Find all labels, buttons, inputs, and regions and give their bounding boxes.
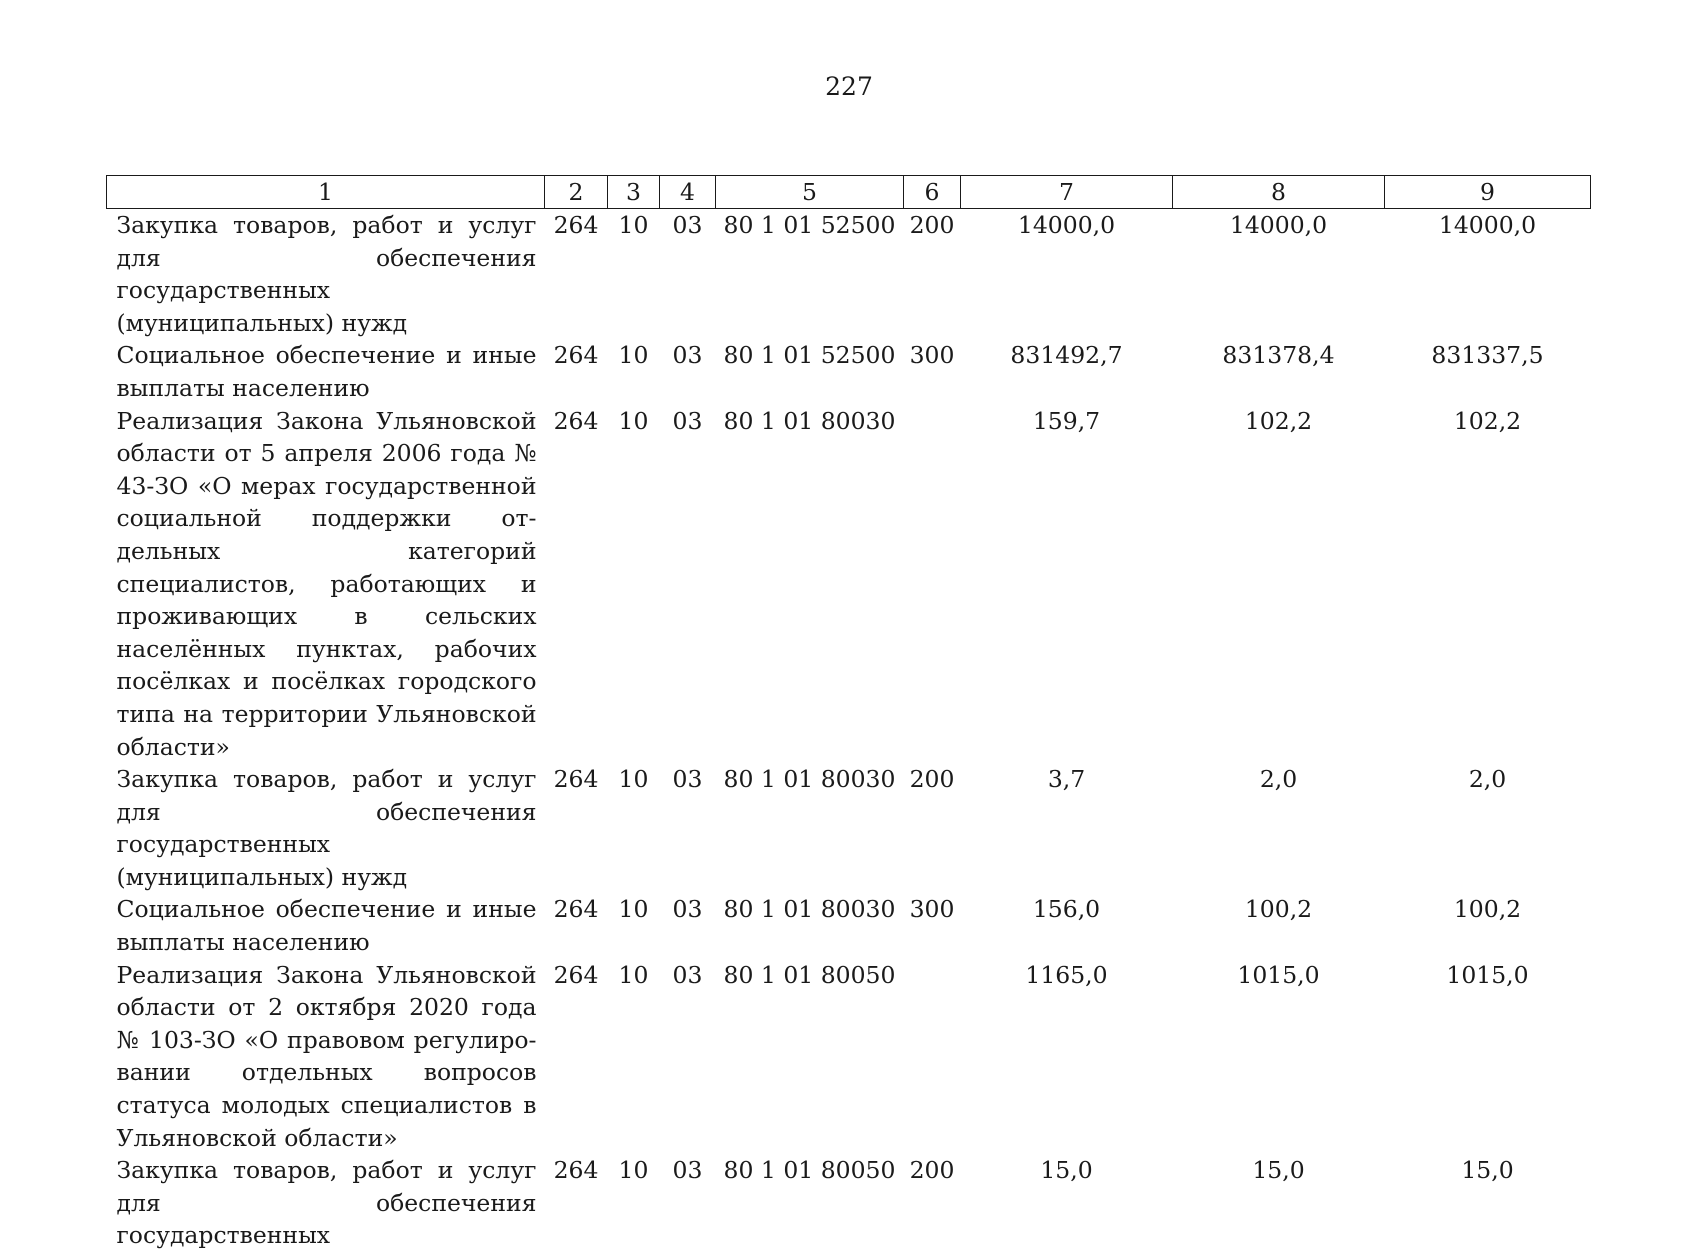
- column-header-5: 5: [716, 176, 904, 209]
- cell-amount-9: 14000,0: [1438, 211, 1537, 239]
- column-header-6: 6: [904, 176, 961, 209]
- cell-amount-9: 102,2: [1453, 406, 1522, 435]
- column-header-7: 7: [961, 176, 1173, 209]
- cell-amount-7: 159,7: [1032, 406, 1101, 435]
- cell-expense-type: 300: [909, 895, 955, 924]
- row-name: Социальное обеспечение и иные выплаты населению: [116, 895, 537, 957]
- column-header-4: 4: [660, 176, 716, 209]
- cell-amount-8: 100,2: [1244, 895, 1313, 924]
- cell-section: 10: [618, 211, 649, 239]
- cell-amount-7: 3,7: [1047, 765, 1086, 794]
- cell-section: 10: [618, 341, 649, 370]
- table-row: [107, 763, 1591, 893]
- cell-subsection: 03: [672, 765, 703, 794]
- cell-subsection: 03: [672, 895, 703, 924]
- column-header-9: 9: [1385, 176, 1591, 209]
- cell-subsection: 03: [672, 211, 703, 239]
- table-row: [107, 1154, 1591, 1252]
- cell-target-article: 80 1 01 80050: [723, 960, 896, 989]
- cell-amount-9: 2,0: [1468, 765, 1507, 794]
- cell-amount-9: 15,0: [1461, 1156, 1514, 1185]
- table-row: [107, 405, 1591, 764]
- column-header-1: 1: [107, 176, 545, 209]
- cell-target-article: 80 1 01 80030: [723, 406, 896, 435]
- table-row: [107, 959, 1591, 1155]
- cell-amount-7: 15,0: [1040, 1156, 1093, 1185]
- row-name: Реализация Закона Ульяновской области от 2 октября 2020 года № 103-ЗО «О правовом регулировании отдельных вопросов статуса молодых специалистов в Ульяновской области»: [116, 960, 537, 1152]
- row-name: Социальное обеспечение и иные выплаты населению: [116, 341, 537, 402]
- column-header-2: 2: [545, 176, 608, 209]
- cell-section: 10: [618, 895, 649, 924]
- cell-subsection: 03: [672, 341, 703, 370]
- cell-amount-8: 831378,4: [1222, 341, 1335, 370]
- table-row: [107, 209, 1591, 340]
- row-name: Закупка товаров, работ и услуг для обеспечения государственных (муниципальных) нужд: [116, 765, 537, 891]
- cell-section: 10: [618, 960, 649, 989]
- cell-amount-8: 1015,0: [1237, 960, 1320, 989]
- cell-ministry-code: 264: [553, 406, 599, 435]
- cell-ministry-code: 264: [553, 960, 599, 989]
- header-row: [107, 176, 1591, 209]
- cell-section: 10: [618, 1156, 649, 1185]
- cell-target-article: 80 1 01 80030: [723, 765, 896, 794]
- cell-ministry-code: 264: [553, 895, 599, 924]
- page-number: 227: [825, 72, 873, 101]
- cell-expense-type: [904, 959, 961, 1155]
- cell-target-article: 80 1 01 80030: [723, 895, 896, 924]
- cell-amount-8: 15,0: [1252, 1156, 1305, 1185]
- cell-ministry-code: 264: [553, 1156, 599, 1185]
- cell-subsection: 03: [672, 1156, 703, 1185]
- cell-subsection: 03: [672, 960, 703, 989]
- cell-expense-type: 200: [909, 1156, 955, 1185]
- cell-target-article: 80 1 01 52500: [723, 211, 896, 239]
- table-row: [107, 893, 1591, 958]
- cell-amount-8: 102,2: [1244, 406, 1313, 435]
- column-header-8: 8: [1173, 176, 1385, 209]
- cell-expense-type: 200: [909, 765, 955, 794]
- cell-ministry-code: 264: [553, 341, 599, 370]
- row-name: Закупка товаров, работ и услуг для обеспечения государственных: [116, 1156, 537, 1250]
- row-name: Реализация Закона Ульяновской области от 5 апреля 2006 года № 43-ЗО «О мерах государственной социальной поддержки отдельных категорий специалистов, работающих и проживающих в сельских населённых пунктах, рабочих посёлках и посёлках городского типа на территории Ульяновской области»: [116, 406, 537, 761]
- row-name: Закупка товаров, работ и услуг для обеспечения государственных (муниципальных) нужд: [116, 211, 537, 337]
- cell-ministry-code: 264: [553, 211, 599, 239]
- cell-expense-type: 200: [909, 211, 955, 239]
- budget-table: [106, 175, 1591, 1252]
- table-row: [107, 339, 1591, 404]
- cell-ministry-code: 264: [553, 765, 599, 794]
- cell-target-article: 80 1 01 52500: [723, 341, 896, 370]
- cell-section: 10: [618, 765, 649, 794]
- cell-amount-8: 14000,0: [1229, 211, 1328, 239]
- cell-section: 10: [618, 406, 649, 435]
- cell-amount-9: 100,2: [1453, 895, 1522, 924]
- cell-amount-9: 1015,0: [1446, 960, 1529, 989]
- cell-amount-8: 2,0: [1259, 765, 1298, 794]
- cell-amount-7: 156,0: [1032, 895, 1101, 924]
- cell-subsection: 03: [672, 406, 703, 435]
- column-header-3: 3: [608, 176, 660, 209]
- cell-amount-7: 831492,7: [1010, 341, 1123, 370]
- cell-expense-type: 300: [909, 341, 955, 370]
- cell-amount-9: 831337,5: [1431, 341, 1544, 370]
- cell-target-article: 80 1 01 80050: [723, 1156, 896, 1185]
- cell-amount-7: 1165,0: [1025, 960, 1108, 989]
- cell-expense-type: [904, 405, 961, 764]
- cell-amount-7: 14000,0: [1017, 211, 1116, 239]
